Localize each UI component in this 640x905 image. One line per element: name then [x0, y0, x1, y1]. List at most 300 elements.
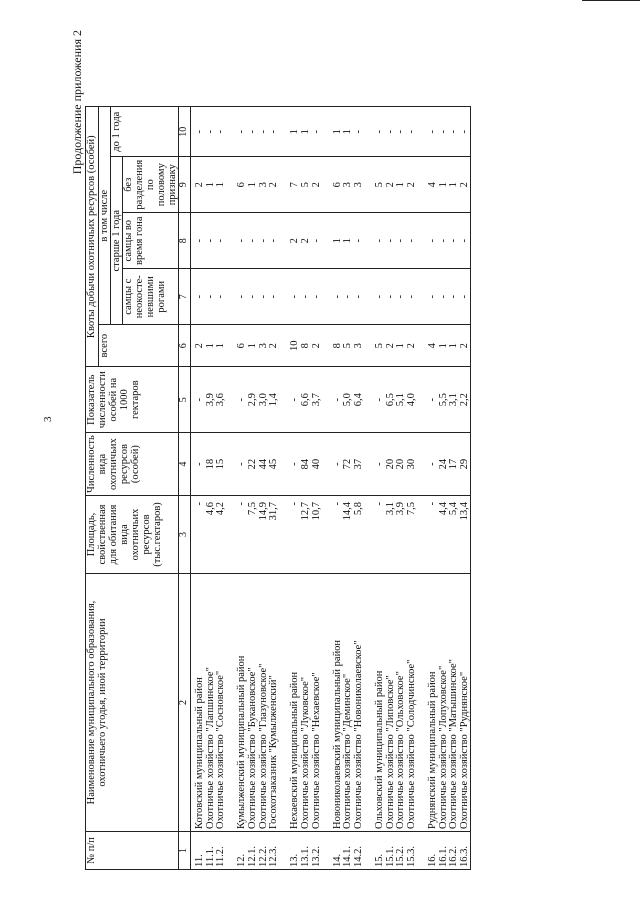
row-number: 12. — [236, 853, 248, 867]
row-total: 2 — [458, 343, 470, 349]
row-no-sex: 1 — [247, 182, 259, 188]
row-total: 4 — [427, 343, 439, 349]
rotated-page — [70, 30, 615, 870]
row-total: 5 — [342, 343, 354, 349]
row-area: 4,2 — [215, 502, 227, 516]
row-males-rut: 2 — [300, 238, 312, 244]
row-name: Охотничье хозяйство "Глазуновское" — [257, 663, 269, 829]
row-under1: - — [437, 129, 449, 134]
males-antlers-column — [191, 269, 470, 325]
row-males-antlers: - — [331, 294, 343, 299]
row-gap — [364, 834, 375, 867]
row-gap — [321, 435, 332, 493]
row-gap — [321, 834, 332, 867]
row-under1: - — [427, 129, 439, 134]
row-gap — [364, 327, 375, 364]
row-gap — [364, 369, 375, 430]
row-gap — [417, 502, 428, 571]
row-gap — [226, 109, 237, 154]
header-quota-group: Квоты добычи охотничьих ресурсов (особей) — [86, 107, 99, 367]
row-total: 2 — [384, 343, 396, 349]
row-no-sex: 3 — [257, 182, 269, 188]
row-area: - — [331, 502, 343, 506]
row-area: 14,4 — [342, 502, 354, 521]
row-area: 14,9 — [257, 502, 269, 521]
row-under1: - — [310, 129, 322, 134]
row-gap — [279, 369, 290, 430]
header-population: Численность вида охотничьих ресурсов (особей) — [86, 433, 179, 496]
row-density: 3,9 — [204, 393, 216, 407]
row-no-sex: 4 — [427, 182, 439, 188]
row-no-sex: 6 — [236, 182, 248, 188]
row-gap — [279, 576, 290, 829]
row-population: 22 — [247, 458, 259, 470]
row-area: 7,5 — [405, 502, 417, 516]
row-no-sex: 3 — [342, 182, 354, 188]
row-gap — [226, 159, 237, 210]
row-number: 11. — [194, 854, 206, 867]
row-gap — [226, 271, 237, 322]
row-name: Охотничье хозяйство "Руднянское" — [458, 671, 470, 829]
row-no-sex: 5 — [374, 182, 386, 188]
row-no-sex: 2 — [458, 182, 470, 188]
row-males-rut: - — [448, 238, 460, 243]
quota-table — [85, 106, 471, 870]
row-name: Котовский муниципальный район — [194, 677, 206, 829]
row-name: Охотничье хозяйство "Липовское" — [384, 675, 396, 829]
top-rule — [582, 0, 640, 1]
row-number: 13.1. — [300, 846, 312, 867]
row-gap — [321, 109, 332, 154]
row-under1: - — [448, 129, 460, 134]
row-gap — [417, 369, 428, 430]
row-name: Охотничье хозяйство "Лопуховское" — [437, 665, 449, 829]
row-population: 17 — [448, 458, 460, 470]
row-number: 12.3. — [268, 846, 280, 867]
row-no-sex: 2 — [405, 182, 417, 188]
row-males-rut: - — [405, 238, 417, 243]
row-density: - — [194, 397, 206, 402]
row-total: 2 — [405, 343, 417, 349]
row-area: 10,7 — [310, 502, 322, 521]
row-under1: 1 — [331, 129, 343, 135]
header-total: всего — [99, 325, 179, 367]
row-name: Охотничье хозяйство "Луковское" — [300, 676, 312, 829]
row-gap — [321, 502, 332, 571]
row-under1: - — [268, 129, 280, 134]
area-column — [191, 496, 470, 574]
row-area: 5,8 — [353, 502, 365, 516]
row-density: 1,4 — [268, 393, 280, 407]
row-gap — [279, 834, 290, 867]
row-area: - — [374, 502, 386, 506]
header-num: № п/п — [86, 832, 179, 870]
row-population: 45 — [268, 458, 280, 470]
row-density: 5,1 — [395, 393, 407, 407]
col-number: 10 — [179, 107, 191, 157]
row-total: 1 — [247, 343, 259, 349]
row-gap — [364, 215, 375, 266]
header-no-sex: без разделения по половому признаку — [123, 157, 179, 213]
row-gap — [417, 327, 428, 364]
row-density: - — [236, 397, 248, 402]
row-males-rut: 2 — [289, 238, 301, 244]
row-density: 6,5 — [384, 393, 396, 407]
row-males-antlers: - — [353, 294, 365, 299]
total-column — [191, 325, 470, 367]
col-number: 7 — [179, 269, 191, 325]
row-area: - — [427, 502, 439, 506]
row-number: 16.2. — [448, 846, 460, 867]
row-number: 14. — [331, 853, 343, 867]
row-gap — [321, 576, 332, 829]
row-density: 4,0 — [405, 393, 417, 407]
row-population: - — [236, 462, 248, 466]
row-area: - — [236, 502, 248, 506]
col-number: 9 — [179, 157, 191, 213]
row-number: 15.2. — [395, 846, 407, 867]
row-name: Госохотзаказник "Кумылженский" — [268, 675, 280, 829]
row-population: 40 — [310, 458, 322, 470]
row-males-rut: - — [204, 238, 216, 243]
row-population: 72 — [342, 458, 354, 470]
row-population: 44 — [257, 458, 269, 470]
row-gap — [279, 215, 290, 266]
row-under1: - — [236, 129, 248, 134]
row-density: 2,9 — [247, 393, 259, 407]
header-males-antlers: самцы с неокосте-невшими рогами — [123, 269, 179, 325]
row-under1: - — [458, 129, 470, 134]
row-gap — [279, 502, 290, 571]
row-number: 15.1. — [384, 846, 396, 867]
row-population: 18 — [204, 458, 216, 470]
row-under1: - — [204, 129, 216, 134]
col-number: 5 — [179, 367, 191, 433]
row-area: 7,5 — [247, 502, 259, 516]
row-total: 2 — [310, 343, 322, 349]
row-gap — [364, 576, 375, 829]
row-gap — [279, 159, 290, 210]
col-number: 2 — [179, 574, 191, 832]
row-gap — [364, 109, 375, 154]
row-gap — [417, 159, 428, 210]
row-total: 10 — [289, 340, 301, 351]
row-males-antlers: - — [374, 294, 386, 299]
row-no-sex: 2 — [268, 182, 280, 188]
col-number: 1 — [179, 832, 191, 870]
row-gap — [364, 159, 375, 210]
row-density: 3,0 — [257, 393, 269, 407]
row-name: Охотничье хозяйство "Ольховское" — [395, 671, 407, 829]
row-number: 11.1. — [204, 846, 216, 867]
header-area: Площадь, свойственная для обитания вида охотничьих ресурсов (тыс.гектаров) — [86, 496, 179, 574]
row-under1: 1 — [300, 129, 312, 135]
row-gap — [364, 502, 375, 571]
row-gap — [364, 271, 375, 322]
row-number: 14.1. — [342, 846, 354, 867]
row-population: 84 — [300, 458, 312, 470]
row-gap — [226, 369, 237, 430]
row-gap — [226, 435, 237, 493]
row-gap — [417, 435, 428, 493]
row-no-sex: 2 — [310, 182, 322, 188]
row-males-antlers: - — [437, 294, 449, 299]
row-gap — [279, 271, 290, 322]
row-males-antlers: - — [247, 294, 259, 299]
row-gap — [417, 271, 428, 322]
row-males-rut: - — [310, 238, 322, 243]
row-no-sex: 1 — [204, 182, 216, 188]
header-name: Наименование муниципального образования, охотничьего угодья, иной территории — [86, 574, 179, 832]
row-males-antlers: - — [204, 294, 216, 299]
row-males-rut: - — [268, 238, 280, 243]
row-area: 4,6 — [204, 502, 216, 516]
row-no-sex: 2 — [194, 182, 206, 188]
row-gap — [226, 576, 237, 829]
row-under1: - — [257, 129, 269, 134]
row-under1: - — [395, 129, 407, 134]
row-total: 8 — [331, 343, 343, 349]
row-number: 13.2. — [310, 846, 322, 867]
row-males-antlers: - — [395, 294, 407, 299]
row-area: - — [289, 502, 301, 506]
page-number: 3 — [42, 416, 54, 422]
row-males-antlers: - — [268, 294, 280, 299]
header-older: старше 1 года — [111, 157, 123, 325]
row-name: Охотничье хозяйство "Солодчинское" — [405, 659, 417, 829]
row-males-antlers: - — [405, 294, 417, 299]
row-density: 6,6 — [300, 393, 312, 407]
row-numbers-column — [191, 832, 470, 870]
row-males-rut: - — [395, 238, 407, 243]
row-males-rut: - — [247, 238, 259, 243]
col-number: 4 — [179, 433, 191, 496]
row-population: 20 — [395, 458, 407, 470]
row-population: - — [289, 462, 301, 466]
row-gap — [279, 327, 290, 364]
row-no-sex: 1 — [448, 182, 460, 188]
row-total: 5 — [374, 343, 386, 349]
row-males-rut: - — [353, 238, 365, 243]
row-gap — [279, 435, 290, 493]
row-gap — [321, 327, 332, 364]
under1-column — [191, 107, 470, 157]
row-males-rut: - — [384, 238, 396, 243]
row-gap — [417, 576, 428, 829]
row-gap — [417, 109, 428, 154]
row-density: - — [374, 397, 386, 402]
row-males-antlers: - — [194, 294, 206, 299]
row-gap — [321, 369, 332, 430]
row-gap — [321, 215, 332, 266]
no-sex-column — [191, 157, 470, 213]
row-density: 5,0 — [342, 393, 354, 407]
row-under1: - — [374, 129, 386, 134]
row-name: Нехаевский муниципальный район — [289, 671, 301, 829]
row-number: 12.2. — [257, 846, 269, 867]
row-number: 11.2. — [215, 846, 227, 867]
row-names-column — [191, 574, 470, 832]
row-gap — [417, 215, 428, 266]
row-name: Охотничье хозяйство "Сосновское" — [215, 670, 227, 829]
row-gap — [226, 327, 237, 364]
row-males-rut: - — [437, 238, 449, 243]
row-males-antlers: - — [458, 294, 470, 299]
row-males-antlers: - — [448, 294, 460, 299]
row-under1: - — [405, 129, 417, 134]
row-total: 2 — [194, 343, 206, 349]
row-total: 2 — [268, 343, 280, 349]
row-area: 3,9 — [395, 502, 407, 516]
row-population: 30 — [405, 458, 417, 470]
row-no-sex: 1 — [395, 182, 407, 188]
row-males-rut: - — [257, 238, 269, 243]
row-gap — [279, 109, 290, 154]
row-under1: - — [215, 129, 227, 134]
row-total: 1 — [215, 343, 227, 349]
row-area: 12,7 — [300, 502, 312, 521]
row-population: 29 — [458, 458, 470, 470]
row-total: 3 — [353, 343, 365, 349]
row-population: 20 — [384, 458, 396, 470]
row-no-sex: 2 — [384, 182, 396, 188]
row-name: Кумылженский муниципальный район — [236, 655, 248, 829]
row-gap — [226, 502, 237, 571]
row-density: - — [331, 397, 343, 402]
row-males-rut: 1 — [331, 238, 343, 244]
row-area: 13,4 — [458, 502, 470, 521]
population-column — [191, 433, 470, 496]
col-number: 8 — [179, 213, 191, 269]
row-no-sex: 1 — [437, 182, 449, 188]
row-number: 13. — [289, 853, 301, 867]
row-under1: - — [353, 129, 365, 134]
row-males-antlers: - — [310, 294, 322, 299]
header-including: в том числе — [99, 107, 111, 325]
row-population: - — [427, 462, 439, 466]
row-total: 6 — [236, 343, 248, 349]
row-name: Охотничье хозяйство "Букановское" — [247, 667, 259, 829]
row-males-rut: 1 — [342, 238, 354, 244]
row-gap — [226, 834, 237, 867]
row-total: 3 — [257, 343, 269, 349]
row-population: 24 — [437, 458, 449, 470]
row-under1: 1 — [289, 129, 301, 135]
row-density: - — [289, 397, 301, 402]
row-density: 3,7 — [310, 393, 322, 407]
row-total: 1 — [448, 343, 460, 349]
row-under1: - — [247, 129, 259, 134]
row-gap — [321, 271, 332, 322]
row-area: - — [194, 502, 206, 506]
row-total: 1 — [204, 343, 216, 349]
row-population: - — [374, 462, 386, 466]
row-population: 37 — [353, 458, 365, 470]
continuation-label: Продолжение приложения 2 — [70, 30, 84, 175]
row-density: 2,2 — [458, 393, 470, 407]
row-no-sex: 3 — [353, 182, 365, 188]
row-area: 31,7 — [268, 502, 280, 521]
row-name: Охотничье хозяйство "Нехаевское" — [310, 672, 322, 829]
row-males-antlers: - — [384, 294, 396, 299]
row-under1: - — [384, 129, 396, 134]
row-number: 16.3. — [458, 846, 470, 867]
row-males-rut: - — [374, 238, 386, 243]
row-area: 3,1 — [384, 502, 396, 516]
row-males-rut: - — [236, 238, 248, 243]
col-number: 3 — [179, 496, 191, 574]
row-area: 5,4 — [448, 502, 460, 516]
row-name: Руднянский муниципальный район — [427, 671, 439, 829]
row-males-rut: - — [427, 238, 439, 243]
row-males-rut: - — [458, 238, 470, 243]
row-no-sex: 6 — [331, 182, 343, 188]
row-population: 15 — [215, 458, 227, 470]
row-density: 3,1 — [448, 393, 460, 407]
row-number: 16. — [427, 853, 439, 867]
row-name: Новониколаевский муниципальный район — [331, 639, 343, 829]
row-number: 15. — [374, 853, 386, 867]
row-no-sex: 7 — [289, 182, 301, 188]
row-density: 6,4 — [353, 393, 365, 407]
row-density: - — [427, 397, 439, 402]
row-name: Ольховский муниципальный район — [374, 670, 386, 829]
row-number: 15.3. — [405, 846, 417, 867]
row-males-antlers: - — [215, 294, 227, 299]
row-gap — [226, 215, 237, 266]
header-density: Показатель численности особей на 1000 гектаров — [86, 367, 179, 433]
header-males-rut: самцы во время гона — [123, 213, 179, 269]
row-males-antlers: - — [342, 294, 354, 299]
table-body-row — [191, 107, 470, 870]
row-males-rut: - — [194, 238, 206, 243]
row-name: Охотничье хозяйство "Новониколаевское" — [353, 640, 365, 829]
row-gap — [364, 435, 375, 493]
row-no-sex: 5 — [300, 182, 312, 188]
row-total: 8 — [300, 343, 312, 349]
row-density: 3,6 — [215, 393, 227, 407]
row-males-antlers: - — [257, 294, 269, 299]
row-name: Охотничье хозяйство "Лапшинское" — [204, 667, 216, 829]
row-number: 14.2. — [353, 846, 365, 867]
row-population: - — [331, 462, 343, 466]
row-population: - — [194, 462, 206, 466]
males-rut-column — [191, 213, 470, 269]
row-name: Охотничье хозяйство "Матышинское" — [448, 659, 460, 829]
col-number: 6 — [179, 325, 191, 367]
row-males-antlers: - — [427, 294, 439, 299]
row-under1: - — [194, 129, 206, 134]
row-density: 5,5 — [437, 393, 449, 407]
row-gap — [321, 159, 332, 210]
row-total: 1 — [395, 343, 407, 349]
row-no-sex: 1 — [215, 182, 227, 188]
row-males-rut: - — [215, 238, 227, 243]
row-number: 16.1. — [437, 846, 449, 867]
column-numbers-row — [179, 107, 191, 870]
row-area: 4,4 — [437, 502, 449, 516]
row-total: 1 — [437, 343, 449, 349]
row-males-antlers: - — [289, 294, 301, 299]
row-males-antlers: - — [300, 294, 312, 299]
density-column — [191, 367, 470, 433]
header-under1: до 1 года — [111, 107, 179, 157]
row-name: Охотничье хозяйство "Деминское" — [342, 673, 354, 829]
row-gap — [417, 834, 428, 867]
row-under1: 1 — [342, 129, 354, 135]
row-males-antlers: - — [236, 294, 248, 299]
row-number: 12.1. — [247, 846, 259, 867]
